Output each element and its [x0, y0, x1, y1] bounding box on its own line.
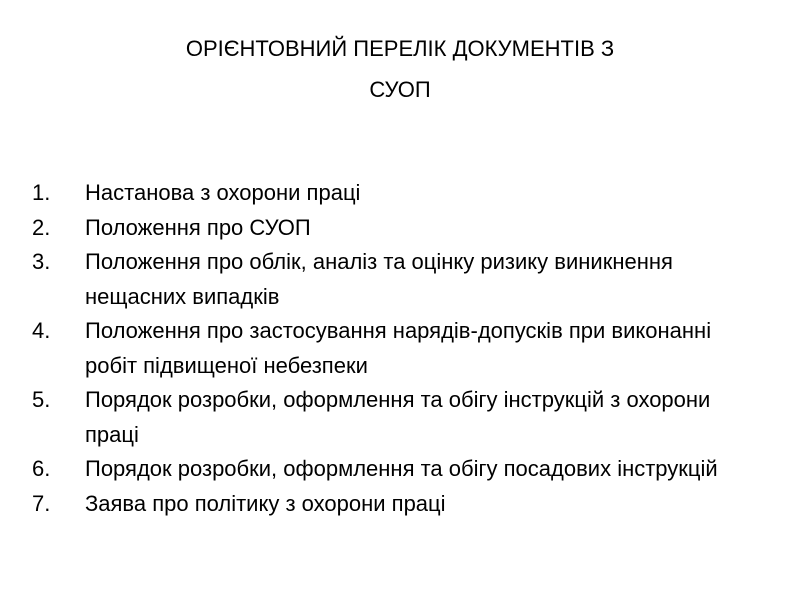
list-item-text: Положення про СУОП	[85, 214, 311, 240]
list-item	[32, 383, 772, 452]
list-item-text: Заява про політику з охорони праці	[85, 490, 446, 516]
list-item-number: 7.	[32, 490, 51, 516]
list-item	[32, 314, 772, 383]
slide-title-line-2: СУОП	[369, 77, 431, 102]
list-item	[32, 245, 772, 314]
list-item-number: 1.	[32, 180, 51, 205]
list-item-text: Порядок розробки, оформлення та обігу посадових інструкцій	[85, 456, 718, 481]
slide-title-line-1: ОРІЄНТОВНИЙ ПЕРЕЛІК ДОКУМЕНТІВ З	[185, 36, 615, 61]
list-item-text: Настанова з охорони праці	[85, 180, 361, 205]
list-item-number: 4.	[32, 318, 51, 343]
list-item	[32, 211, 772, 246]
list-item-text: Положення про облік, аналіз та оцінку ризику виникнення нещасних випадків	[85, 249, 673, 309]
list-item	[32, 452, 772, 487]
list-item-number: 3.	[32, 249, 51, 274]
documents-list	[32, 176, 772, 521]
list-item-text: Положення про застосування нарядів-допусків при виконанні робіт підвищеної небезпеки	[85, 318, 712, 378]
list-item-text: Порядок розробки, оформлення та обігу інструкцій з охорони праці	[85, 387, 711, 447]
list-item	[32, 487, 772, 522]
list-item-number: 2.	[32, 214, 51, 240]
list-item-number: 6.	[32, 456, 51, 481]
list-item-number: 5.	[32, 387, 51, 412]
list-item	[32, 176, 772, 211]
